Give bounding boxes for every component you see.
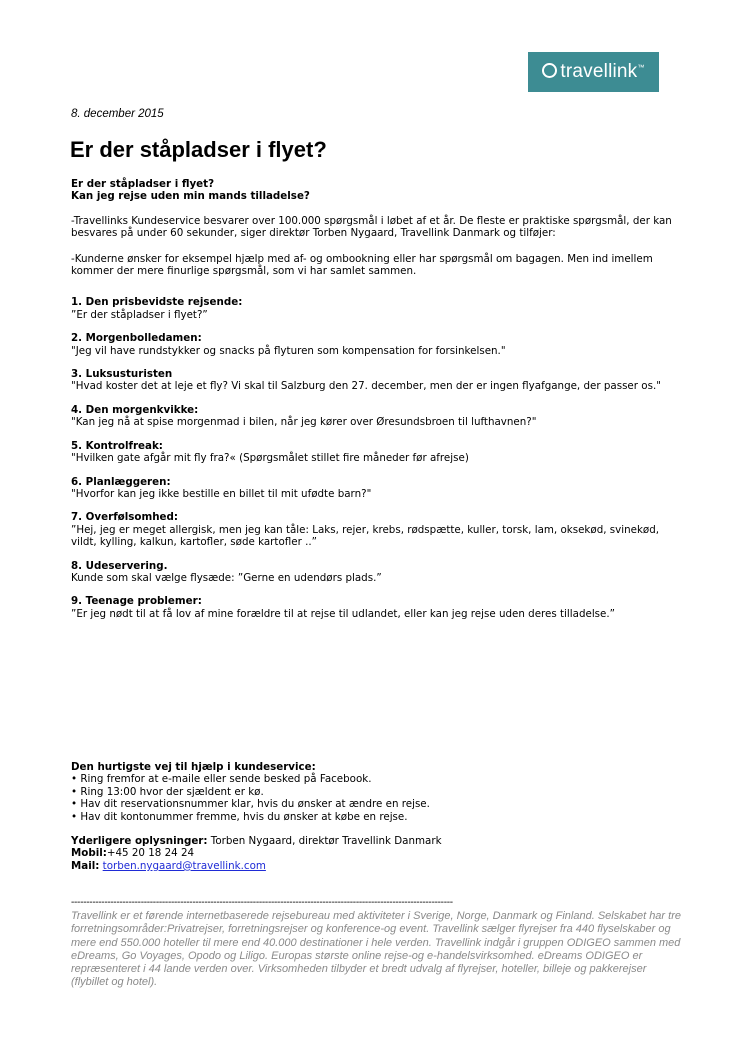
question-text: "Hvorfor kan jeg ikke bestille en billet til mit ufødte barn?": [71, 487, 372, 500]
subtitle: [71, 178, 681, 203]
question-item-7: [71, 511, 681, 548]
question-item-2: [71, 332, 681, 357]
mail-line: [71, 860, 681, 872]
question-title: 4. Den morgenkvikke:: [71, 403, 199, 416]
further-info-value: Torben Nygaard, direktør Travellink Danmark: [207, 835, 442, 848]
customer-service-tips: [71, 761, 681, 872]
question-text: "Hvad koster det at leje et fly? Vi skal til Salzburg den 27. december, men der er ingen flyafgange, der passer os.": [71, 380, 661, 393]
question-title: 5. Kontrolfreak:: [71, 439, 163, 452]
subtitle-line-1: Er der ståpladser i flyet?: [71, 178, 215, 190]
question-text: "Hvilken gate afgår mit fly fra?« (Spørgsmålet stillet fire måneder før afrejse): [71, 452, 469, 465]
divider-dashes: ------------------------------------------------------------------------------------------------------------------------------: [71, 897, 453, 908]
question-title: 7. Overfølsomhed:: [71, 511, 179, 524]
intro-paragraph-1: -Travellinks Kundeservice besvarer over 100.000 spørgsmål i løbet af et år. De fleste er praktiske spørgsmål, der kan besvares på under 60 sekunder, siger direktør Torben Nygaard, Travellink Danmark og tilføjer:: [71, 214, 672, 240]
question-title: 1. Den prisbevidste rejsende:: [71, 296, 243, 309]
press-release-date: 8. december 2015: [71, 108, 164, 120]
mobile-value: +45 20 18 24 24: [106, 847, 195, 860]
intro-paragraph-2: -Kunderne ønsker for eksempel hjælp med af- og ombookning eller har spørgsmål om bagagen. Men ind imellem kommer der mere finurlige spørgsmål, som vi har samlet sammen.: [71, 252, 653, 278]
question-item-3: [71, 368, 681, 393]
question-text: Kunde som skal vælge flysæde: ”Gerne en udendørs plads.”: [71, 571, 382, 584]
email-link[interactable]: torben.nygaard@travellink.com: [102, 859, 266, 872]
article-body: [71, 178, 681, 631]
tip-item: • Hav dit kontonummer fremme, hvis du ønsker at købe en rejse.: [71, 811, 681, 823]
further-info-line: [71, 835, 681, 847]
question-item-9: [71, 595, 681, 620]
question-item-6: [71, 476, 681, 501]
mobile-line: [71, 847, 681, 859]
question-text: ”Hej, jeg er meget allergisk, men jeg kan tåle: Laks, rejer, krebs, rødspætte, kuller, torsk, lam, oksekød, svinekød, vildt, kylling, kalkun, kartofler, søde kartofler ..”: [71, 523, 660, 549]
mail-label: Mail:: [71, 859, 100, 872]
question-text: ”Er der ståpladser i flyet?”: [71, 308, 208, 321]
page-title: Er der ståpladser i flyet?: [70, 137, 327, 162]
question-title: 9. Teenage problemer:: [71, 595, 202, 608]
about-text: Travellink er et førende internetbaserede rejsebureau med aktiviteter i Sverige, Norge, Danmark og Finland. Selskabet har tre forretningsområder:Privatrejser, forretningsrejser og konference-og event. Travellink sælger flyrejser fra 440 flyselskaber og mere end 550.000 hoteller til mere end 40.000 destinationer i hele verden. Travellink indgår i gruppen ODIGEO sammen med eDreams, Go Voyages, Opodo og Liligo. Europas største online rejse-og e-handelsvirksomhed. eDreams ODIGEO er repræsenteret i 44 lande verden over. Virksomheden tilbyder et bredt udvalg af flyrejser, hoteller, billeje og pakkerejser (flybillet og hotel).: [71, 910, 681, 989]
tips-list: [71, 773, 681, 823]
tip-item: • Ring fremfor at e-maile eller sende besked på Facebook.: [71, 773, 681, 785]
mobile-label: Mobil:: [71, 847, 107, 860]
travellink-logo: [528, 52, 659, 92]
question-text: "Kan jeg nå at spise morgenmad i bilen, når jeg kører over Øresundsbroen til lufthavnen?": [71, 416, 537, 429]
tip-item: • Ring 13:00 hvor der sjældent er kø.: [71, 786, 681, 798]
question-title: 8. Udeservering.: [71, 559, 168, 572]
question-title: 2. Morgenbolledamen:: [71, 332, 202, 345]
question-item-1: [71, 296, 681, 321]
question-text: ”Er jeg nødt til at få lov af mine forældre til at rejse til udlandet, eller kan jeg rejse uden deres tilladelse.”: [71, 607, 615, 620]
logo-trademark: ™: [637, 64, 645, 72]
question-item-8: [71, 560, 681, 585]
tips-title: Den hurtigste vej til hjælp i kundeservice:: [71, 761, 316, 773]
question-title: 3. Luksusturisten: [71, 368, 173, 381]
question-title: 6. Planlæggeren:: [71, 475, 171, 488]
subtitle-line-2: Kan jeg rejse uden min mands tilladelse?: [71, 190, 310, 203]
question-item-4: [71, 404, 681, 429]
question-text: "Jeg vil have rundstykker og snacks på flyturen som kompensation for forsinkelsen.": [71, 344, 506, 357]
company-boilerplate: [71, 896, 681, 989]
further-info-label: Yderligere oplysninger:: [71, 835, 208, 848]
tip-item: • Hav dit reservationsnummer klar, hvis du ønsker at ændre en rejse.: [71, 798, 681, 810]
contact-info: [71, 835, 681, 872]
question-item-5: [71, 440, 681, 465]
logo-text: travellink: [560, 61, 638, 82]
logo-text-wrap: [542, 61, 644, 83]
globe-icon: [542, 63, 557, 78]
